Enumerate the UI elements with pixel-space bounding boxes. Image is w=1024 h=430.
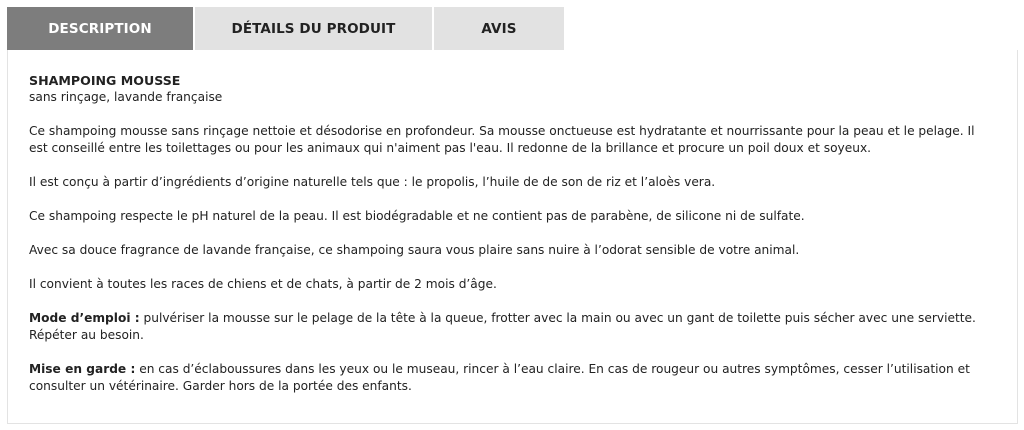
warning-label: Mise en garde : — [29, 362, 136, 376]
ingredients-paragraph: Il est conçu à partir d’ingrédients d’origine naturelle tels que : le propolis, l’huile de de son de riz et l’aloès vera. — [29, 175, 716, 189]
usage-text: pulvériser la mousse sur le pelage de la tête à la queue, frotter avec la main ou avec un gant de toilette puis sécher avec une serviette. Répéter au besoin. — [29, 311, 976, 342]
warning-text: en cas d’éclaboussures dans les yeux ou le museau, rincer à l’eau claire. En cas de rougeur ou autres symptômes, cesser l’utilisation et consulter un vétérinaire. Garder hors de la portée des enfants. — [29, 362, 970, 393]
ph-paragraph: Ce shampoing respecte le pH naturel de la peau. Il est biodégradable et ne contient pas de parabène, de silicone ni de sulfate. — [29, 209, 805, 223]
tab-description[interactable]: DESCRIPTION — [7, 7, 193, 50]
fragrance-paragraph: Avec sa douce fragrance de lavande française, ce shampoing saura vous plaire sans nuire à l’odorat sensible de votre animal. — [29, 243, 800, 257]
product-tabs — [7, 7, 566, 50]
tab-panel-description — [7, 50, 1018, 424]
warning-paragraph — [29, 361, 989, 395]
product-title: SHAMPOING MOUSSE — [29, 73, 181, 88]
product-subtitle: sans rinçage, lavande française — [29, 90, 223, 104]
usage-paragraph — [29, 310, 989, 344]
tab-product-details[interactable]: DÉTAILS DU PRODUIT — [195, 7, 432, 50]
usage-label: Mode d’emploi : — [29, 311, 140, 325]
description-paragraph: Ce shampoing mousse sans rinçage nettoie et désodorise en profondeur. Sa mousse onctueuse est hydratante et nourrissante pour la peau et le pelage. Il est conseillé entre les toilettages ou pour les animaux qui n'aiment pas l'eau. Il redonne de la brillance et procure un poil doux et soyeux. — [29, 124, 975, 155]
tab-reviews[interactable]: AVIS — [434, 7, 564, 50]
description-content — [29, 72, 989, 412]
suitability-paragraph: Il convient à toutes les races de chiens et de chats, à partir de 2 mois d’âge. — [29, 277, 497, 291]
